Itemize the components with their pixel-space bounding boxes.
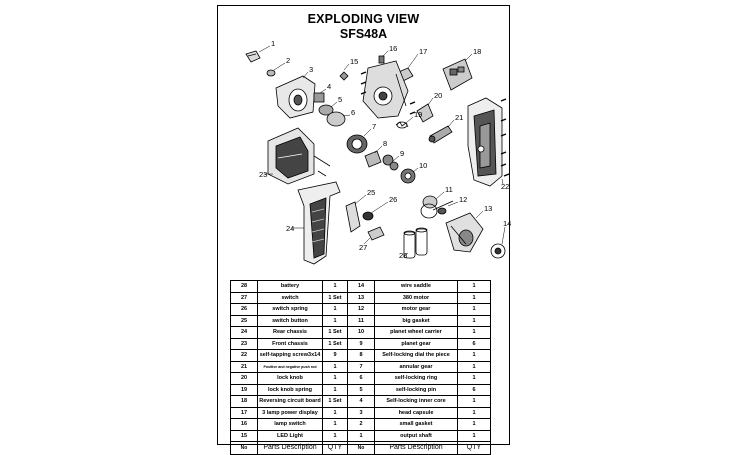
callout-11: 11 <box>445 185 453 194</box>
part-motor <box>446 213 483 252</box>
part-switch <box>368 227 384 240</box>
callout-25: 25 <box>367 188 376 197</box>
part-planet-carrier <box>401 169 415 183</box>
header-no: No <box>231 442 258 455</box>
table-cell-desc-l: Positive and negative push rod <box>258 361 323 373</box>
table-cell-no-r: 2 <box>348 419 375 431</box>
table-row <box>231 338 491 350</box>
part-front-chassis <box>268 128 330 184</box>
table-cell-qty-l: 1 <box>323 281 348 293</box>
table-cell-no-l: 27 <box>231 292 258 304</box>
table-row <box>231 430 491 442</box>
table-cell-desc-r: small gasket <box>375 419 458 431</box>
table-row <box>231 350 491 362</box>
table-cell-no-l: 19 <box>231 384 258 396</box>
table-cell-no-l: 17 <box>231 407 258 419</box>
table-cell-no-l: 21 <box>231 361 258 373</box>
table-cell-desc-r: output shaft <box>375 430 458 442</box>
exploded-view-drawing <box>218 6 511 281</box>
table-cell-no-r: 3 <box>348 407 375 419</box>
table-cell-no-r: 11 <box>348 315 375 327</box>
callout-4: 4 <box>327 82 332 91</box>
table-row <box>231 373 491 385</box>
part-wire-saddle <box>491 244 505 258</box>
table-cell-no-r: 4 <box>348 396 375 408</box>
callout-17: 17 <box>419 47 428 56</box>
table-row <box>231 281 491 293</box>
table-cell-desc-r: planet gear <box>375 338 458 350</box>
table-header-row <box>231 442 491 455</box>
callout-16: 16 <box>389 44 398 53</box>
table-cell-desc-l: switch button <box>258 315 323 327</box>
table-cell-desc-r: motor gear <box>375 304 458 316</box>
table-cell-no-r: 1 <box>348 430 375 442</box>
table-cell-desc-l: switch <box>258 292 323 304</box>
table-cell-desc-l: switch spring <box>258 304 323 316</box>
table-cell-desc-l: Front chassis <box>258 338 323 350</box>
part-small-gasket <box>267 70 275 76</box>
table-cell-desc-l: 3 lamp power display <box>258 407 323 419</box>
callout-26: 26 <box>389 195 398 204</box>
table-cell-desc-l: lock knob spring <box>258 384 323 396</box>
header-qty: QTY <box>323 442 348 455</box>
table-cell-desc-r: self-locking pin <box>375 384 458 396</box>
table-cell-qty-l: 1 Set <box>323 327 348 339</box>
table-cell-desc-r: Self-locking inner core <box>375 396 458 408</box>
callout-2: 2 <box>286 56 291 65</box>
table-cell-qty-r: 1 <box>458 361 491 373</box>
header-desc: Parts Description <box>258 442 323 455</box>
callout-10: 10 <box>419 161 428 170</box>
callout-6: 6 <box>351 108 356 117</box>
callout-19: 19 <box>414 110 423 119</box>
part-front-housing-block <box>363 61 408 118</box>
drawing-frame <box>217 5 511 451</box>
table-cell-desc-l: Reversing circuit board <box>258 396 323 408</box>
table-cell-qty-r: 1 <box>458 407 491 419</box>
part-dial-piece <box>365 151 381 167</box>
table-cell-no-r: 7 <box>348 361 375 373</box>
callout-12: 12 <box>459 195 468 204</box>
table-cell-desc-l: LED Light <box>258 430 323 442</box>
table-cell-desc-r: big gasket <box>375 315 458 327</box>
table-cell-desc-l: lamp switch <box>258 419 323 431</box>
table-cell-qty-r: 1 <box>458 304 491 316</box>
table-row <box>231 315 491 327</box>
table-cell-qty-l: 1 <box>323 315 348 327</box>
table-cell-qty-l: 1 <box>323 304 348 316</box>
header-qty: QTY <box>458 442 491 455</box>
table-cell-qty-r: 1 <box>458 281 491 293</box>
table-cell-no-l: 28 <box>231 281 258 293</box>
table-cell-qty-l: 1 <box>323 361 348 373</box>
callout-22: 22 <box>501 182 510 191</box>
part-lamp-switch <box>379 56 384 63</box>
table-cell-qty-l: 1 <box>323 407 348 419</box>
part-switch-spring <box>363 212 373 220</box>
table-cell-qty-r: 6 <box>458 338 491 350</box>
table-cell-qty-l: 1 Set <box>323 396 348 408</box>
callout-5: 5 <box>338 95 343 104</box>
part-circuit-board <box>443 59 472 90</box>
table-cell-no-r: 13 <box>348 292 375 304</box>
table-cell-qty-r: 1 <box>458 430 491 442</box>
callout-27: 27 <box>359 243 368 252</box>
part-rear-housing-right <box>468 98 502 186</box>
table-cell-qty-l: 1 <box>323 384 348 396</box>
table-cell-qty-r: 1 <box>458 292 491 304</box>
callout-24: 24 <box>286 224 295 233</box>
callout-15: 15 <box>350 57 359 66</box>
callout-18: 18 <box>473 47 482 56</box>
part-annular-gear <box>347 135 367 153</box>
table-cell-desc-r: planet wheel carrier <box>375 327 458 339</box>
table-row <box>231 292 491 304</box>
table-cell-qty-r: 1 <box>458 315 491 327</box>
part-inner-core <box>314 93 324 102</box>
table-cell-qty-l: 1 <box>323 419 348 431</box>
callout-20: 20 <box>434 91 443 100</box>
part-planet-gear <box>383 155 398 170</box>
parts-table <box>230 280 491 455</box>
table-cell-qty-l: 1 Set <box>323 338 348 350</box>
table-cell-qty-l: 9 <box>323 350 348 362</box>
table-cell-qty-r: 1 <box>458 350 491 362</box>
table-cell-desc-r: head capsule <box>375 407 458 419</box>
table-row <box>231 361 491 373</box>
callout-9: 9 <box>400 149 405 158</box>
table-cell-no-l: 26 <box>231 304 258 316</box>
table-cell-desc-r: self-locking ring <box>375 373 458 385</box>
table-cell-desc-l: lock knob <box>258 373 323 385</box>
callout-21: 21 <box>455 113 464 122</box>
table-cell-no-r: 5 <box>348 384 375 396</box>
table-row <box>231 384 491 396</box>
table-cell-desc-l: self-tapping screw3x14 <box>258 350 323 362</box>
table-cell-qty-r: 6 <box>458 384 491 396</box>
table-row <box>231 327 491 339</box>
part-output-shaft <box>246 51 260 62</box>
table-cell-no-l: 22 <box>231 350 258 362</box>
table-row <box>231 407 491 419</box>
callout-8: 8 <box>383 139 388 148</box>
table-cell-qty-r: 1 <box>458 396 491 408</box>
part-rear-chassis <box>298 182 340 264</box>
callout-28: 28 <box>399 251 408 260</box>
callout-7: 7 <box>372 122 377 131</box>
table-row <box>231 419 491 431</box>
table-cell-qty-l: 1 <box>323 373 348 385</box>
table-cell-qty-r: 1 <box>458 419 491 431</box>
table-cell-no-l: 25 <box>231 315 258 327</box>
table-cell-no-l: 24 <box>231 327 258 339</box>
table-cell-desc-r: annular gear <box>375 361 458 373</box>
table-cell-qty-l: 1 <box>323 430 348 442</box>
part-switch-button <box>346 202 360 232</box>
table-cell-desc-l: Rear chassis <box>258 327 323 339</box>
table-cell-no-l: 23 <box>231 338 258 350</box>
table-row <box>231 396 491 408</box>
table-cell-desc-r: 380 motor <box>375 292 458 304</box>
model-number: SFS48A <box>339 27 388 41</box>
table-cell-qty-r: 1 <box>458 327 491 339</box>
table-cell-qty-r: 1 <box>458 373 491 385</box>
table-cell-no-r: 12 <box>348 304 375 316</box>
part-led-light <box>340 72 348 80</box>
table-cell-desc-r: Self-locking dial the piece <box>375 350 458 362</box>
table-cell-no-l: 20 <box>231 373 258 385</box>
table-cell-no-l: 16 <box>231 419 258 431</box>
table-cell-no-l: 15 <box>231 430 258 442</box>
part-head-capsule <box>276 76 315 118</box>
table-cell-no-r: 10 <box>348 327 375 339</box>
callout-23: 23 <box>259 170 268 179</box>
table-cell-no-r: 9 <box>348 338 375 350</box>
table-cell-no-r: 14 <box>348 281 375 293</box>
table-cell-no-r: 6 <box>348 373 375 385</box>
header-no: No <box>348 442 375 455</box>
table-cell-qty-l: 1 Set <box>323 292 348 304</box>
table-cell-desc-r: wire saddle <box>375 281 458 293</box>
header-desc: Parts Description <box>375 442 458 455</box>
page-title: EXPLODING VIEW <box>307 12 420 26</box>
callout-3: 3 <box>309 65 314 74</box>
table-cell-desc-l: battery <box>258 281 323 293</box>
callout-1: 1 <box>271 39 276 48</box>
part-push-rod <box>429 126 452 143</box>
table-cell-no-r: 8 <box>348 350 375 362</box>
callout-14: 14 <box>503 219 511 228</box>
callout-13: 13 <box>484 204 493 213</box>
part-self-locking-ring <box>327 112 345 126</box>
table-cell-no-l: 18 <box>231 396 258 408</box>
table-row <box>231 304 491 316</box>
